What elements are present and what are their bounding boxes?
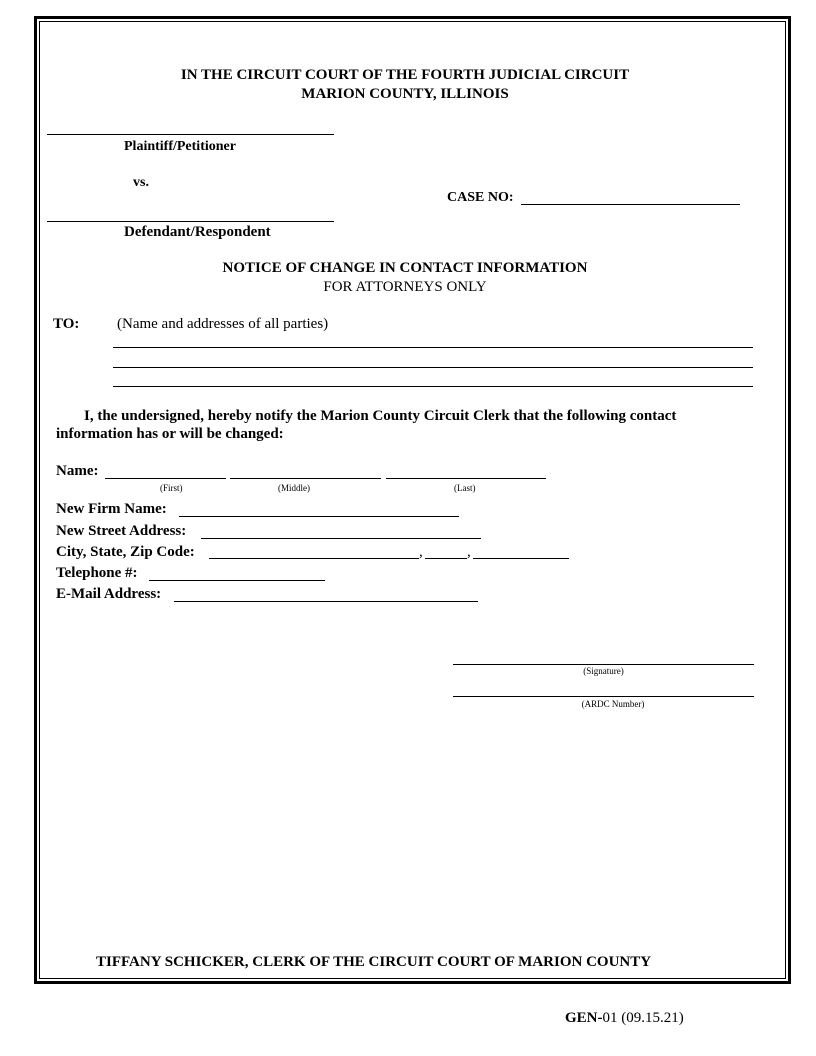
signature-caption: (Signature) — [583, 666, 624, 676]
clerk-line: TIFFANY SCHICKER, CLERK OF THE CIRCUIT COURT OF MARION COUNTY — [96, 954, 652, 970]
case-no-line[interactable] — [521, 204, 740, 205]
name-label: Name: — [56, 463, 99, 479]
ardc-caption: (ARDC Number) — [581, 699, 645, 709]
plaintiff-line[interactable] — [47, 134, 334, 135]
comma: , — [467, 544, 471, 560]
street-line[interactable] — [201, 538, 481, 539]
notice-title: NOTICE OF CHANGE IN CONTACT INFORMATION — [222, 260, 588, 276]
to-label: TO: — [53, 316, 80, 332]
form-code — [565, 1010, 684, 1027]
court-heading-line1: IN THE CIRCUIT COURT OF THE FOURTH JUDICIAL CIRCUIT — [180, 67, 630, 83]
firm-label: New Firm Name: — [56, 501, 167, 517]
to-instruction: (Name and addresses of all parties) — [117, 316, 329, 332]
middle-caption: (Middle) — [278, 483, 310, 493]
first-name-line[interactable] — [105, 478, 226, 479]
state-line[interactable] — [425, 558, 467, 559]
form-code-prefix: GEN- — [565, 1010, 603, 1026]
statement-line2: information has or will be changed: — [56, 426, 284, 442]
first-caption: (First) — [160, 483, 183, 493]
middle-name-line[interactable] — [230, 478, 381, 479]
statement-line1: I, the undersigned, hereby notify the Marion County Circuit Clerk that the following contact — [84, 408, 677, 424]
city-line[interactable] — [209, 558, 419, 559]
comma: , — [419, 544, 423, 560]
telephone-label: Telephone #: — [56, 565, 138, 581]
parties-line[interactable] — [113, 347, 753, 348]
email-label: E-Mail Address: — [56, 586, 162, 602]
plaintiff-label: Plaintiff/Petitioner — [124, 139, 236, 154]
defendant-label: Defendant/Respondent — [124, 224, 271, 240]
last-caption: (Last) — [454, 483, 476, 493]
city-label: City, State, Zip Code: — [56, 544, 195, 560]
parties-line[interactable] — [113, 386, 753, 387]
defendant-line[interactable] — [47, 221, 334, 222]
last-name-line[interactable] — [386, 478, 546, 479]
telephone-line[interactable] — [149, 580, 325, 581]
ardc-line[interactable] — [453, 696, 754, 697]
zip-line[interactable] — [473, 558, 569, 559]
street-label: New Street Address: — [56, 523, 187, 539]
email-line[interactable] — [174, 601, 478, 602]
signature-line[interactable] — [453, 664, 754, 665]
parties-line[interactable] — [113, 367, 753, 368]
court-heading-line2: MARION COUNTY, ILLINOIS — [301, 86, 509, 102]
page-border-inner — [39, 21, 786, 979]
notice-subtitle: FOR ATTORNEYS ONLY — [323, 279, 487, 295]
form-code-version: 01 (09.15.21) — [602, 1010, 684, 1026]
case-no-label: CASE NO: — [447, 190, 514, 205]
firm-line[interactable] — [179, 516, 459, 517]
vs-label: vs. — [133, 175, 149, 190]
